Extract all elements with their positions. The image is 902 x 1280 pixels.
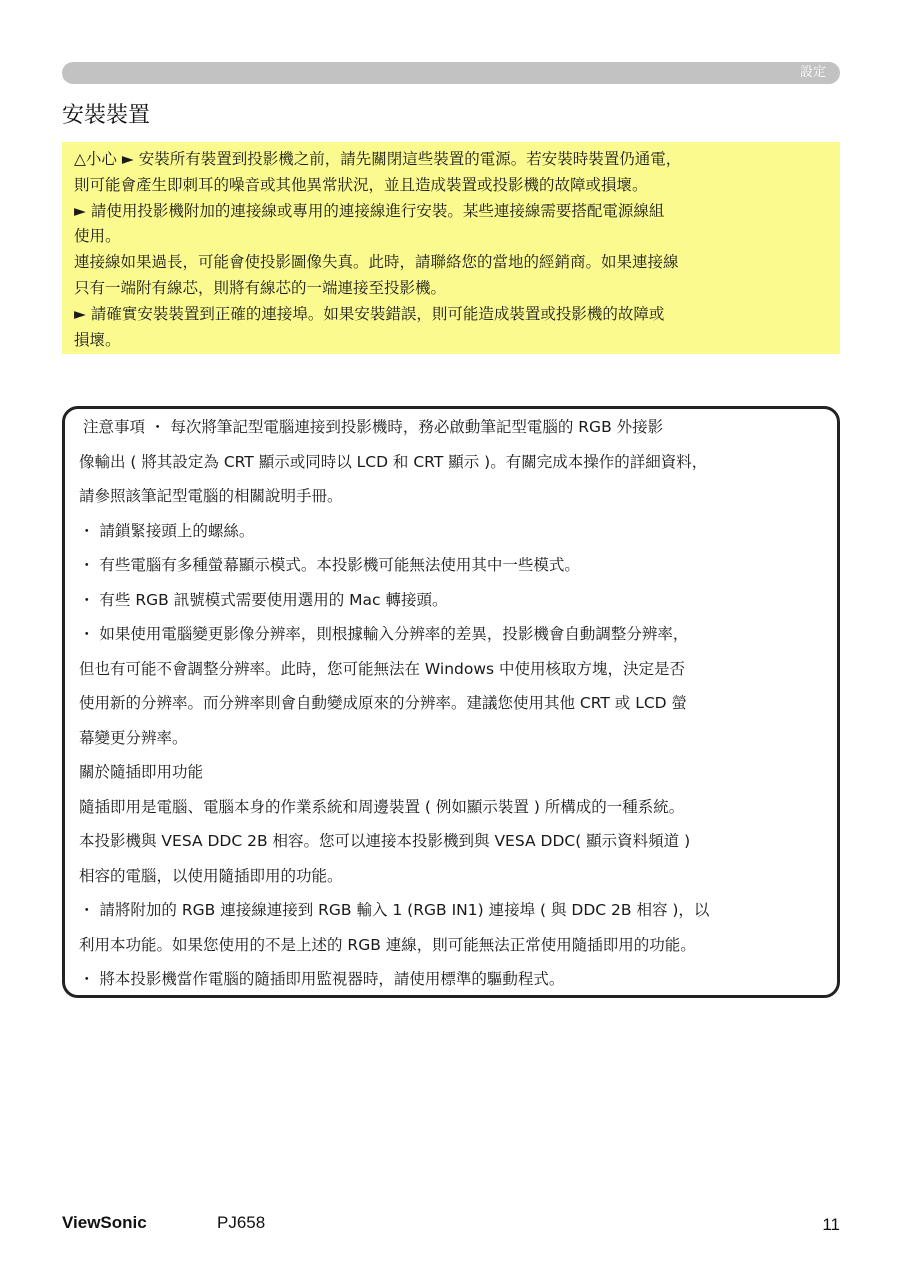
note-line: 隨插即用是電腦、電腦本身的作業系統和周邊裝置 ( 例如顯示裝置 ) 所構成的一種系統。 [79,797,685,816]
caution-line: 只有一端附有線芯，則將有線芯的一端連接至投影機。 [74,278,447,297]
header-bar [62,62,840,84]
footer-brand: ViewSonic [62,1213,147,1232]
note-line: 注意事項 ・ 每次將筆記型電腦連接到投影機時，務必啟動筆記型電腦的 RGB 外接影 [83,418,664,436]
header-section-label: 設定 [799,65,826,80]
note-line: 利用本功能。如果您使用的不是上述的 RGB 連線，則可能無法正常使用隨插即用的功能。 [79,935,696,954]
caution-box [62,142,840,354]
note-line: 關於隨插即用功能 [79,763,204,781]
note-line: 但也有可能不會調整分辨率。此時，您可能無法在 Windows 中使用核取方塊，決定是否 [79,659,686,678]
footer-model: PJ658 [217,1213,266,1232]
note-line: 相容的電腦，以使用隨插即用的功能。 [79,866,343,885]
note-line: ・ 有些 RGB 訊號模式需要使用選用的 Mac 轉接頭。 [79,590,448,609]
caution-line: △小心 ► 安裝所有裝置到投影機之前，請先關閉這些裝置的電源。若安裝時裝置仍通電， [74,150,682,168]
note-box [62,406,840,998]
page-number: 11 [822,1215,840,1234]
note-line: 像輸出 ( 將其設定為 CRT 顯示或同時以 LCD 和 CRT 顯示 )。有關完成本操作的詳細資料， [79,452,708,471]
page-footer [0,1213,902,1243]
note-line: 使用新的分辨率。而分辨率則會自動變成原來的分辨率。建議您使用其他 CRT 或 LCD 螢 [79,694,688,712]
page-title: 安裝裝置 [62,103,151,128]
caution-line: 使用。 [74,227,121,246]
caution-line: 則可能會產生即刺耳的噪音或其他異常狀況，並且造成裝置或投影機的故障或損壞。 [74,175,648,194]
caution-line: 損壞。 [74,330,121,349]
caution-line: 連接線如果過長，可能會使投影圖像失真。此時，請聯絡您的當地的經銷商。如果連接線 [74,253,679,272]
caution-line: ► 請使用投影機附加的連接線或專用的連接線進行安裝。某些連接線需要搭配電源線組 [74,201,665,220]
note-line: ・ 有些電腦有多種螢幕顯示模式。本投影機可能無法使用其中一些模式。 [79,556,580,574]
note-line: ・ 如果使用電腦變更影像分辨率，則根據輸入分辨率的差異，投影機會自動調整分辨率， [79,625,689,643]
note-line: ・ 將本投影機當作電腦的隨插即用監視器時，請使用標準的驅動程式。 [79,970,565,988]
note-line: 本投影機與 VESA DDC 2B 相容。您可以連接本投影機到與 VESA DDC( 顯示資料頻道 ) [79,832,691,850]
note-line: 幕變更分辨率。 [79,728,188,747]
note-line: 請參照該筆記型電腦的相關說明手冊。 [79,487,343,505]
caution-line: ► 請確實安裝裝置到正確的連接埠。如果安裝錯誤，則可能造成裝置或投影機的故障或 [74,304,665,323]
note-line: ・ 請將附加的 RGB 連接線連接到 RGB 輸入 1 (RGB IN1) 連接埠 ( 與 DDC 2B 相容 )，以 [79,901,710,919]
note-line: ・ 請鎖緊接頭上的螺絲。 [79,521,255,540]
